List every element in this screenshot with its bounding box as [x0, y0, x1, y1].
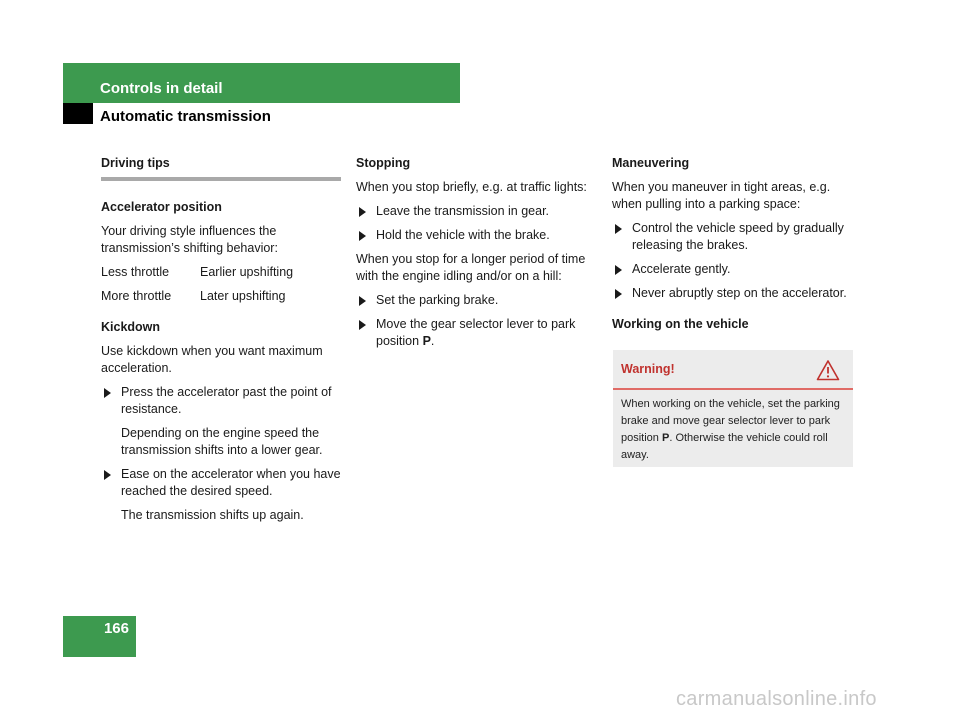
instruction-step	[356, 227, 601, 244]
step-note: The transmission shifts up again.	[121, 508, 304, 522]
bullet-arrow-icon	[359, 207, 366, 217]
column-driving-tips	[101, 155, 341, 524]
step-note: Depending on the engine speed the transmission shifts into a lower gear.	[121, 426, 323, 457]
bullet-arrow-icon	[359, 231, 366, 241]
instruction-step	[356, 292, 601, 309]
step-text-part: Move the gear selector lever to park position	[376, 317, 576, 348]
instruction-step	[612, 220, 854, 254]
instruction-step	[101, 384, 341, 418]
chapter-title: Controls in detail	[100, 80, 223, 97]
shift-row	[101, 264, 341, 281]
watermark: carmanualsonline.info	[676, 688, 877, 710]
stopping-intro-brief: When you stop briefly, e.g. at traffic lights:	[356, 180, 587, 194]
instruction-step	[612, 285, 854, 302]
section-title: Automatic transmission	[100, 108, 271, 125]
step-text: Press the accelerator past the point of resistance.	[121, 385, 332, 416]
shift-row-label: Less throttle	[101, 265, 170, 279]
section-corner-mark	[63, 103, 93, 124]
instruction-step	[356, 203, 601, 220]
step-text: Control the vehicle speed by gradually releasing the brakes.	[632, 221, 844, 252]
bullet-arrow-icon	[359, 320, 366, 330]
step-text	[376, 317, 575, 348]
maneuvering-intro: When you maneuver in tight areas, e.g. when pulling into a parking space:	[612, 180, 831, 211]
bullet-arrow-icon	[615, 265, 622, 275]
column-maneuvering	[612, 155, 854, 333]
bullet-arrow-icon	[359, 296, 366, 306]
shift-row-value: Earlier upshifting	[200, 265, 294, 279]
warning-text-end: . Otherwise the vehicle could roll away.	[621, 432, 828, 461]
warning-divider	[613, 388, 853, 390]
park-position-label: P	[422, 334, 431, 348]
maneuvering-heading: Maneuvering	[612, 156, 690, 170]
step-text: Hold the vehicle with the brake.	[376, 228, 550, 242]
section-divider	[101, 177, 341, 181]
step-text-end: .	[430, 334, 435, 348]
bullet-arrow-icon	[104, 388, 111, 398]
warning-title: Warning!	[621, 362, 675, 376]
kickdown-text: Use kickdown when you want maximum acceleration.	[101, 344, 323, 375]
park-position-label: P	[661, 432, 670, 444]
page-number: 166	[103, 620, 129, 637]
kickdown-heading: Kickdown	[101, 320, 161, 334]
shift-row-label: More throttle	[101, 289, 172, 303]
instruction-step	[612, 261, 854, 278]
instruction-step	[101, 466, 341, 500]
stopping-heading: Stopping	[356, 156, 411, 170]
shift-row	[101, 288, 341, 305]
warning-text-part: When working on the vehicle, set the parking brake and move gear selector lever to park position	[621, 398, 840, 444]
accelerator-position-text: Your driving style influences the transmission’s shifting behavior:	[101, 224, 278, 255]
step-text: Accelerate gently.	[632, 262, 731, 276]
step-text: Ease on the accelerator when you have reached the desired speed.	[121, 467, 341, 498]
instruction-step	[356, 316, 601, 350]
column-stopping	[356, 155, 601, 350]
warning-triangle-icon	[816, 359, 840, 381]
warning-text	[621, 396, 847, 464]
stopping-intro-long: When you stop for a longer period of time with the engine idling and/or on a hill:	[356, 252, 586, 283]
accelerator-position-heading: Accelerator position	[101, 200, 222, 214]
bullet-arrow-icon	[615, 224, 622, 234]
driving-tips-heading: Driving tips	[101, 156, 170, 170]
bullet-arrow-icon	[615, 289, 622, 299]
step-text: Never abruptly step on the accelerator.	[632, 286, 847, 300]
bullet-arrow-icon	[104, 470, 111, 480]
shift-row-value: Later upshifting	[200, 289, 286, 303]
page-number-box	[63, 616, 136, 657]
working-on-vehicle-heading: Working on the vehicle	[612, 317, 749, 331]
step-text: Set the parking brake.	[376, 293, 499, 307]
step-text: Leave the transmission in gear.	[376, 204, 550, 218]
warning-box	[613, 350, 853, 467]
